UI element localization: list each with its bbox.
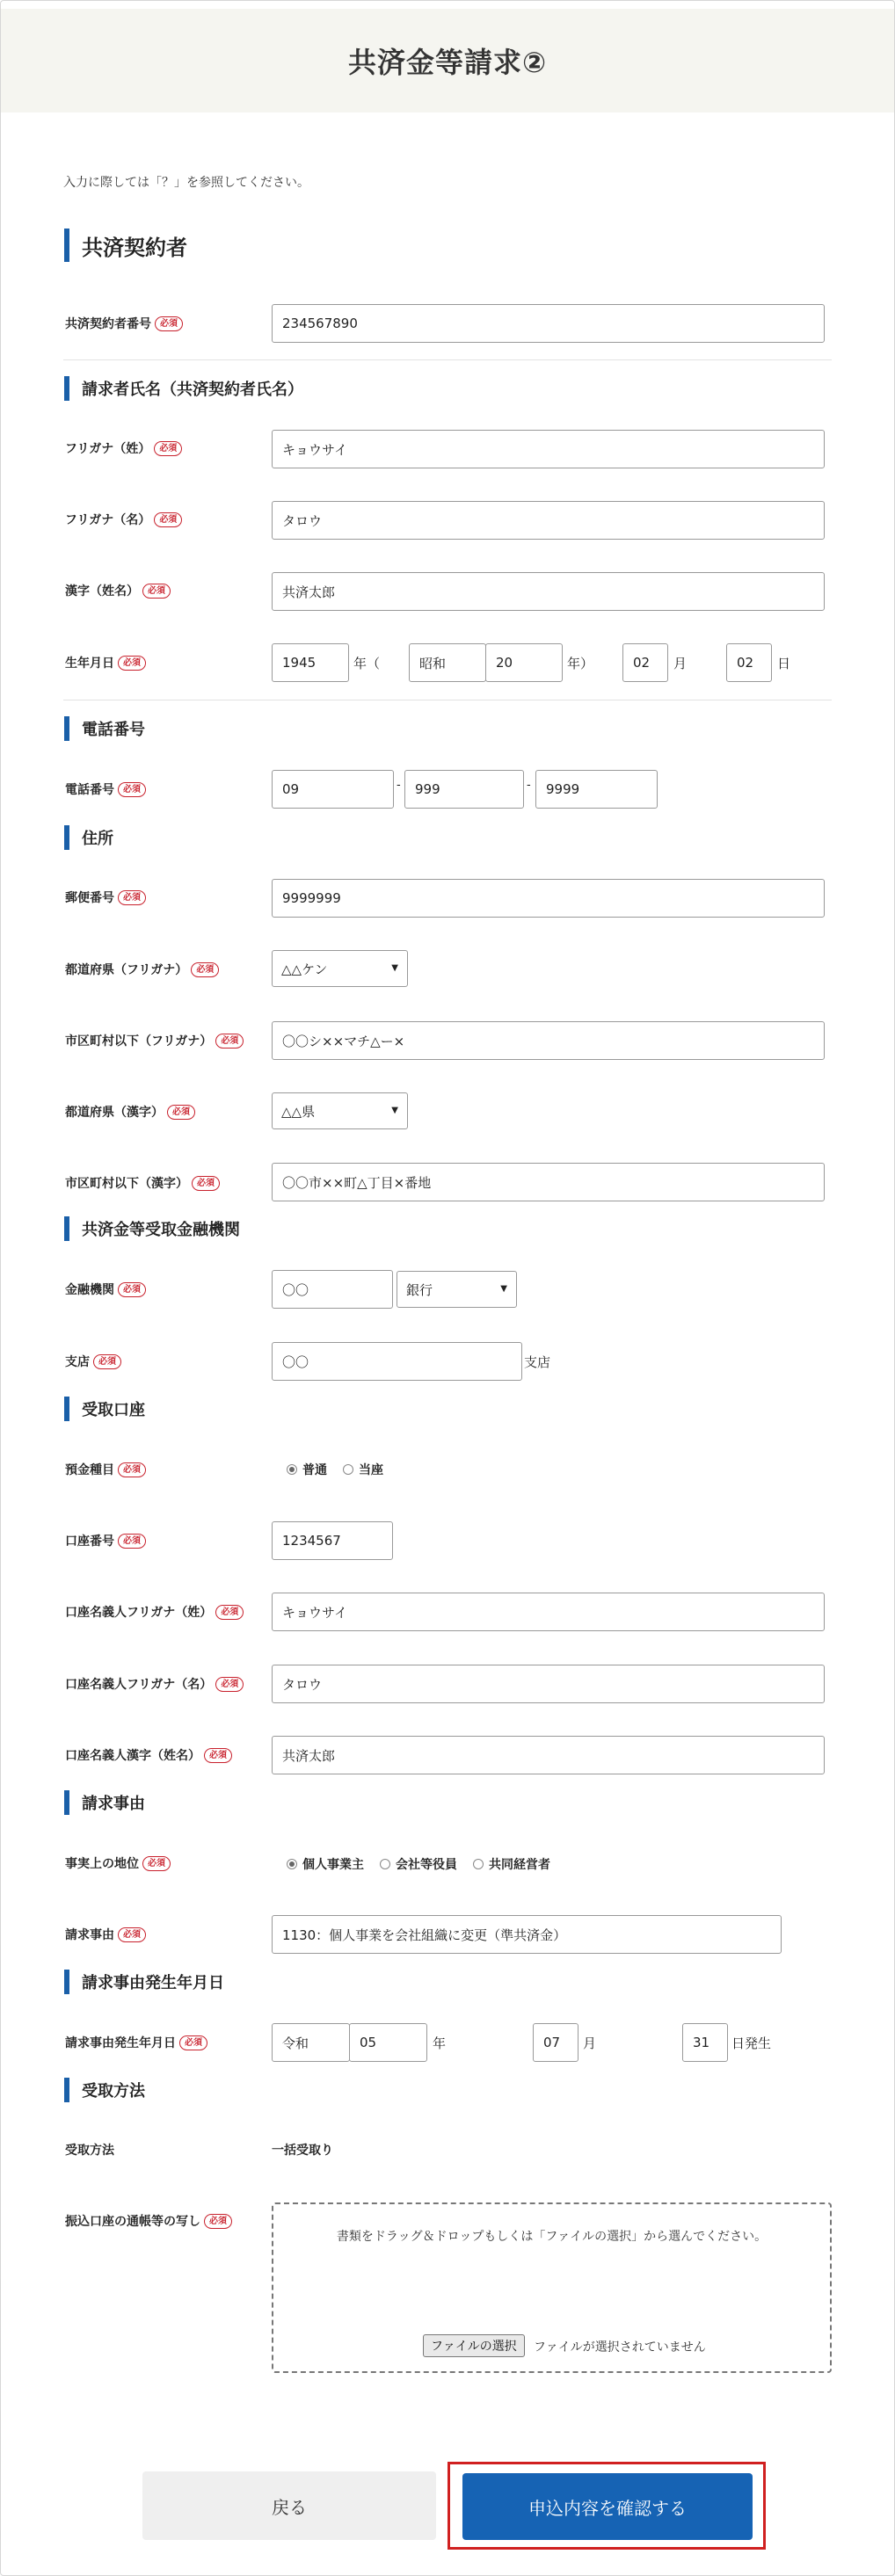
label-text: 請求事由 [65,1928,114,1942]
caret-down-icon: ▼ [500,1284,507,1294]
page-header [1,9,894,112]
holder-kana-first-label [65,1675,244,1693]
birth-era-input[interactable]: 昭和 [409,643,486,682]
reason-year-input[interactable]: 05 [349,2023,427,2062]
label-text: 口座名義人漢字（姓名） [65,1749,200,1763]
reason-day-unit: 日発生 [731,2035,772,2051]
radio-co-manager[interactable] [473,1855,550,1873]
required-badge: 必須 [118,1927,146,1942]
birth-era-unit: 年） [567,656,594,671]
radio-label: 普通 [302,1463,327,1477]
label-text: 電話番号 [65,783,114,797]
section-bar [64,1216,69,1241]
label-text: 郵便番号 [65,891,114,905]
section-title: 共済契約者 [82,235,187,260]
required-badge: 必須 [118,782,146,797]
required-badge: 必須 [215,1034,244,1049]
radio-ordinary[interactable] [287,1461,327,1478]
reason-year-unit: 年 [433,2035,447,2051]
birth-year-input[interactable]: 1945 [272,643,349,682]
label-text: 共済契約者番号 [65,317,151,331]
phone-label [65,780,146,798]
reason-era-input[interactable]: 令和 [272,2023,350,2062]
divider [63,359,832,360]
radio-sole-proprietor[interactable] [287,1855,364,1873]
required-badge: 必須 [118,1282,146,1297]
postal-code-input[interactable]: 9999999 [272,879,825,918]
kanji-name-label [65,582,171,599]
caret-down-icon: ▼ [391,1106,398,1115]
holder-kana-last-label [65,1603,244,1621]
birth-month-unit: 月 [673,656,688,671]
required-badge: 必須 [204,2214,232,2229]
label-text: 振込口座の通帳等の写し [65,2215,200,2229]
reason-month-unit: 月 [583,2035,597,2051]
label-text: 受取方法 [65,2144,114,2158]
required-badge: 必須 [215,1605,244,1620]
section-title: 請求事由 [82,1795,145,1813]
reason-day-input[interactable]: 31 [682,2023,728,2062]
contractor-number-label [65,315,183,332]
city-kanji-input[interactable]: 〇〇市××町△丁目×番地 [272,1163,825,1201]
radio-officer[interactable] [380,1855,457,1873]
label-text: 口座番号 [65,1535,114,1549]
pref-kanji-label [65,1103,195,1121]
birth-day-input[interactable]: 02 [726,643,772,682]
required-badge: 必須 [155,316,183,331]
back-button[interactable]: 戻る [142,2471,436,2540]
intro-note: 入力に際しては「？」を参照してください。 [63,176,309,190]
receipt-method-value: 一括受取り [272,2144,333,2158]
birthdate-label [65,654,146,671]
section-reason [64,1790,145,1815]
label-text: 事実上の地位 [65,1857,139,1871]
kana-last-input[interactable]: キョウサイ [272,430,825,468]
phone-separator: - [397,779,401,792]
section-address [64,825,113,850]
section-title: 電話番号 [82,721,145,739]
required-badge: 必須 [204,1748,232,1763]
reason-input[interactable]: 1130：個人事業を会社組織に変更（準共済金） [272,1915,782,1954]
required-badge: 必須 [118,1462,146,1477]
account-number-input[interactable]: 1234567 [272,1521,393,1560]
phone-part2-input[interactable]: 999 [404,770,524,809]
account-type-radio-group [287,1461,399,1478]
section-bank [64,1216,240,1241]
holder-kana-last-input[interactable]: キョウサイ [272,1593,825,1631]
radio-label: 当座 [359,1463,383,1477]
kana-first-input[interactable]: タロウ [272,501,825,540]
radio-label: 共同経営者 [489,1858,550,1872]
section-bar [64,1970,69,1994]
label-text: 漢字（姓名） [65,584,139,599]
institution-label [65,1281,146,1298]
section-account [64,1397,145,1421]
radio-unchecked-icon [473,1859,484,1869]
birth-year-unit: 年（ [353,656,381,671]
holder-kanji-input[interactable]: 共済太郎 [272,1736,825,1774]
required-badge: 必須 [118,1534,146,1549]
required-badge: 必須 [142,1856,171,1871]
drop-instructions: 書類をドラッグ＆ドロップもしくは「ファイルの選択」から選んでください。 [336,2230,768,2244]
radio-current[interactable] [343,1461,383,1478]
label-text: 市区町村以下（漢字） [65,1177,188,1191]
kanji-name-input[interactable]: 共済太郎 [272,572,825,611]
holder-kanji-label [65,1746,232,1764]
postal-label [65,889,146,906]
required-badge: 必須 [192,1176,220,1191]
required-badge: 必須 [118,656,146,671]
confirm-button[interactable]: 申込内容を確認する [462,2473,753,2540]
radio-label: 会社等役員 [396,1858,457,1872]
kana-last-label [65,439,182,457]
radio-label: 個人事業主 [302,1858,364,1872]
caret-down-icon: ▼ [391,963,398,973]
select-value: △△ケン [281,961,328,977]
section-bar [64,1397,69,1421]
section-phone [64,716,145,741]
section-reason-date [64,1970,224,1994]
section-title: 住所 [82,830,113,848]
radio-checked-icon [287,1464,297,1475]
section-bar [64,1790,69,1815]
required-badge: 必須 [93,1354,121,1369]
label-text: 口座名義人フリガナ（姓） [65,1606,213,1620]
birth-month-input[interactable]: 02 [622,643,668,682]
section-contractor [64,229,187,262]
label-text: フリガナ（姓） [65,442,151,456]
section-bar [64,376,69,401]
reason-month-input[interactable]: 07 [533,2023,578,2062]
institution-input[interactable]: 〇〇 [272,1270,393,1309]
branch-input[interactable]: 〇〇 [272,1342,522,1381]
pref-kana-select[interactable] [272,950,408,987]
birth-day-unit: 日 [777,656,791,671]
label-text: 口座名義人フリガナ（名） [65,1678,213,1692]
radio-checked-icon [287,1859,297,1869]
position-radio-group [287,1855,566,1873]
institution-type-select[interactable] [397,1271,517,1308]
required-badge: 必須 [154,512,182,527]
section-bar [64,2078,69,2102]
select-value: 銀行 [406,1281,433,1298]
reason-date-label [65,2034,207,2051]
file-select-button[interactable]: ファイルの選択 [423,2334,525,2357]
pref-kanji-select[interactable] [272,1092,408,1129]
label-text: 請求事由発生年月日 [65,2036,176,2050]
required-badge: 必須 [118,890,146,905]
required-badge: 必須 [191,962,219,977]
city-kana-input[interactable]: 〇〇シ××マチ△ー× [272,1021,825,1060]
required-badge: 必須 [179,2035,207,2050]
city-kana-label [65,1032,244,1049]
radio-unchecked-icon [380,1859,390,1869]
section-title: 請求事由発生年月日 [82,1974,224,1992]
branch-label [65,1353,121,1370]
label-text: 金融機関 [65,1283,114,1297]
page-title: 共済金等請求② [347,46,548,79]
phone-separator: - [527,779,531,792]
section-bar [64,716,69,741]
label-text: 生年月日 [65,657,114,671]
passbook-label [65,2212,232,2230]
confirm-highlight [448,2462,766,2550]
label-text: 市区町村以下（フリガナ） [65,1034,213,1049]
file-drop-zone[interactable] [272,2202,832,2373]
section-bar [64,825,69,850]
birth-era-year-input[interactable]: 20 [485,643,563,682]
kana-first-label [65,511,182,528]
label-text: 都道府県（フリガナ） [65,963,188,977]
section-title: 受取方法 [82,2082,145,2101]
branch-unit: 支店 [524,1354,551,1370]
section-title: 共済金等受取金融機関 [82,1221,240,1239]
section-bar [64,229,69,262]
receipt-method-label [65,2141,114,2159]
required-badge: 必須 [167,1105,195,1120]
account-type-label [65,1461,146,1478]
section-receipt [64,2078,145,2102]
label-text: 預金種目 [65,1463,114,1477]
radio-unchecked-icon [343,1464,353,1475]
account-number-label [65,1532,146,1549]
label-text: 都道府県（漢字） [65,1106,164,1120]
label-text: フリガナ（名） [65,513,151,527]
section-claimant [64,376,303,401]
phone-part3-input[interactable]: 9999 [535,770,658,809]
pref-kana-label [65,961,219,978]
section-title: 請求者氏名（共済契約者氏名） [82,381,303,399]
required-badge: 必須 [142,584,171,599]
required-badge: 必須 [215,1677,244,1692]
contractor-number-input[interactable]: 234567890 [272,304,825,343]
label-text: 支店 [65,1355,90,1369]
city-kanji-label [65,1174,220,1192]
required-badge: 必須 [154,441,182,456]
holder-kana-first-input[interactable]: タロウ [272,1665,825,1703]
position-label [65,1854,171,1872]
reason-label [65,1926,146,1943]
section-title: 受取口座 [82,1401,145,1419]
select-value: △△県 [281,1103,316,1120]
phone-part1-input[interactable]: 09 [272,770,394,809]
file-status-text: ファイルが選択されていません [534,2340,706,2355]
